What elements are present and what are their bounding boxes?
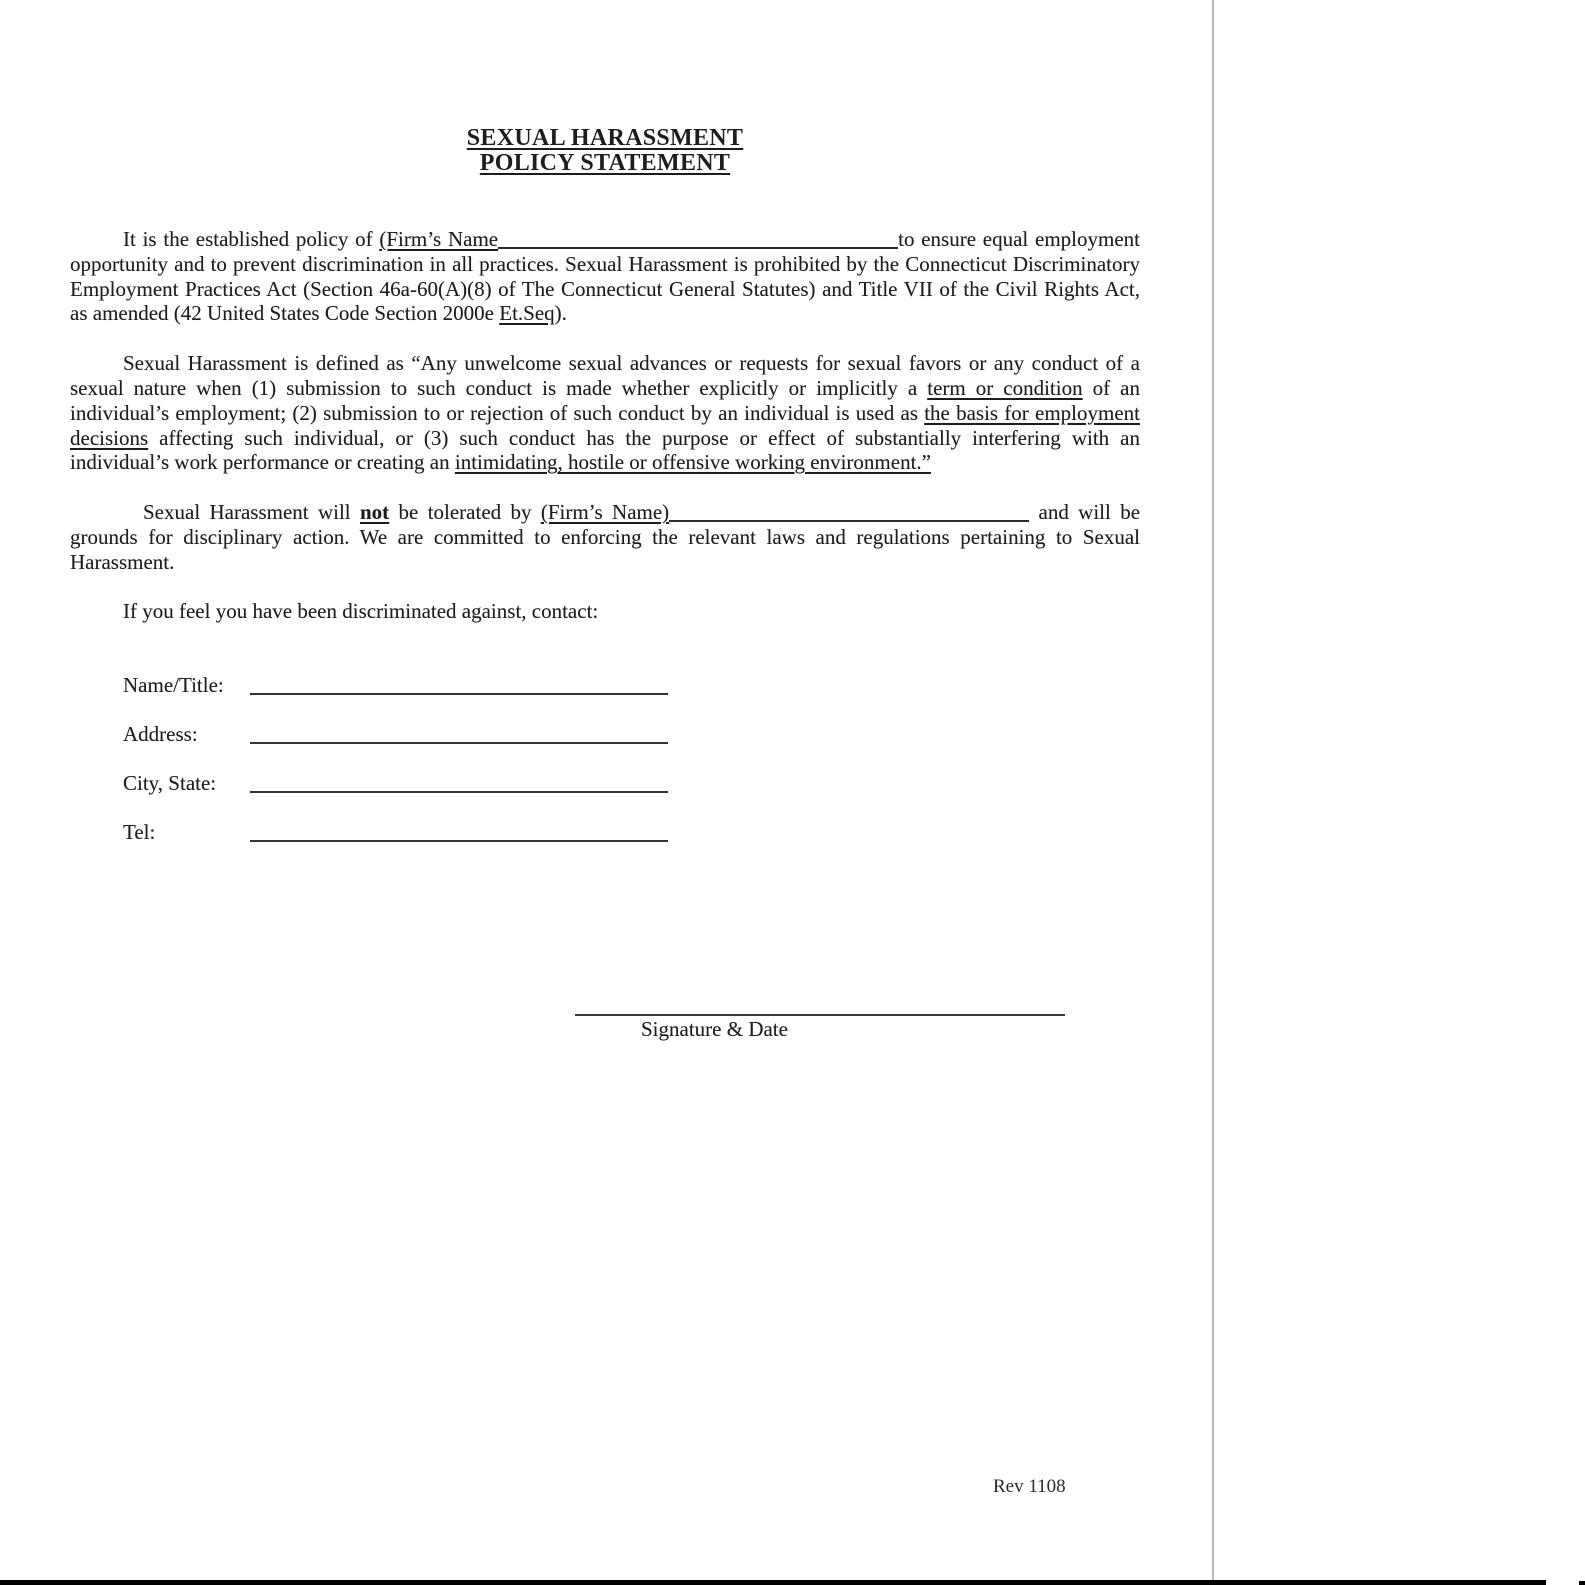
signature-date-label: Signature & Date: [641, 1017, 788, 1041]
p2-segment-2: of an individual’s employment; (2) submission to or rejection of such conduct by an individual is used as: [70, 375, 1140, 425]
title-line-2: POLICY STATEMENT: [479, 150, 731, 176]
city-state-blank-line: [250, 791, 668, 793]
field-row-tel: [123, 820, 1140, 845]
field-row-city-state: [123, 771, 1140, 796]
p1-body-text: to ensure equal employment opportunity and to prevent discrimination in all practices. Sexual Harassment is prohibited by the Connecticut Discriminatory Employment Practices Act (Section 46a-60(A)(8) of The Connecticut General Statutes) and Title VII of the Civil Rights Act, as amended (42 United States Code Section 2000e: [70, 227, 1140, 326]
p2-underlined-term-or-condition: term or condition: [927, 375, 1083, 400]
paragraph-harassment-definition: [70, 351, 1140, 475]
revision-footer: Rev 1108: [993, 1476, 1066, 1497]
p1-tail-text: ).: [554, 301, 567, 326]
p1-firm-name-blank-line: [498, 247, 898, 249]
name-title-label: Name/Title:: [123, 673, 224, 698]
page-edge-line: [1212, 0, 1214, 1585]
p3-firm-name-label: (Firm’s Name): [540, 500, 670, 525]
address-label: Address:: [123, 722, 198, 747]
p3-segment-1: Sexual Harassment will: [143, 500, 360, 525]
contact-fields-block: [123, 673, 1140, 845]
p1-lead-text: It is the established policy of: [123, 227, 380, 251]
p2-underlined-basis-for-decisions: the basis for employment decisions: [70, 400, 1140, 450]
city-state-label: City, State:: [123, 771, 217, 796]
p3-firm-name-blank-line: [669, 520, 1029, 522]
policy-document-page: [70, 0, 1140, 869]
scan-artifact-corner-dot: [1579, 1581, 1585, 1585]
signature-block: [575, 1014, 1065, 1042]
address-blank-line: [250, 742, 668, 744]
title-line-1: SEXUAL HARASSMENT: [466, 125, 744, 151]
contact-instruction-line: If you feel you have been discriminated against, contact:: [123, 598, 599, 623]
p3-segment-2: be tolerated by: [389, 500, 541, 525]
p3-segment-3: and will be grounds for disciplinary action. We are committed to enforcing the relevant laws and regulations pertaining to Sexual Harassment.: [70, 500, 1141, 574]
p1-firm-name-label: (Firm’s Name: [379, 227, 499, 251]
p2-underlined-hostile-environment: intimidating, hostile or offensive working environment.”: [454, 450, 931, 475]
tel-blank-line: [250, 840, 668, 842]
p2-segment-1: Sexual Harassment is defined as “Any unwelcome sexual advances or requests for sexual favors or any conduct of a sexual nature when (1) submission to such conduct is made whether explicitly or implicitly a: [70, 351, 1140, 400]
p3-bold-not: not: [360, 500, 390, 525]
paragraph-established-policy: [70, 227, 1140, 326]
name-title-blank-line: [250, 693, 668, 695]
tel-label: Tel:: [123, 820, 156, 845]
paragraph-not-tolerated: [70, 500, 1140, 574]
field-row-name-title: [123, 673, 1140, 698]
document-title: [70, 126, 1140, 176]
scan-artifact-bottom-bar: [0, 1580, 1546, 1585]
field-row-address: [123, 722, 1140, 747]
p2-segment-3: affecting such individual, or (3) such conduct has the purpose or effect of substantially interfering with an individual’s work performance or creating an: [70, 425, 1140, 475]
p1-etseq-citation: Et.Seq: [499, 301, 555, 326]
